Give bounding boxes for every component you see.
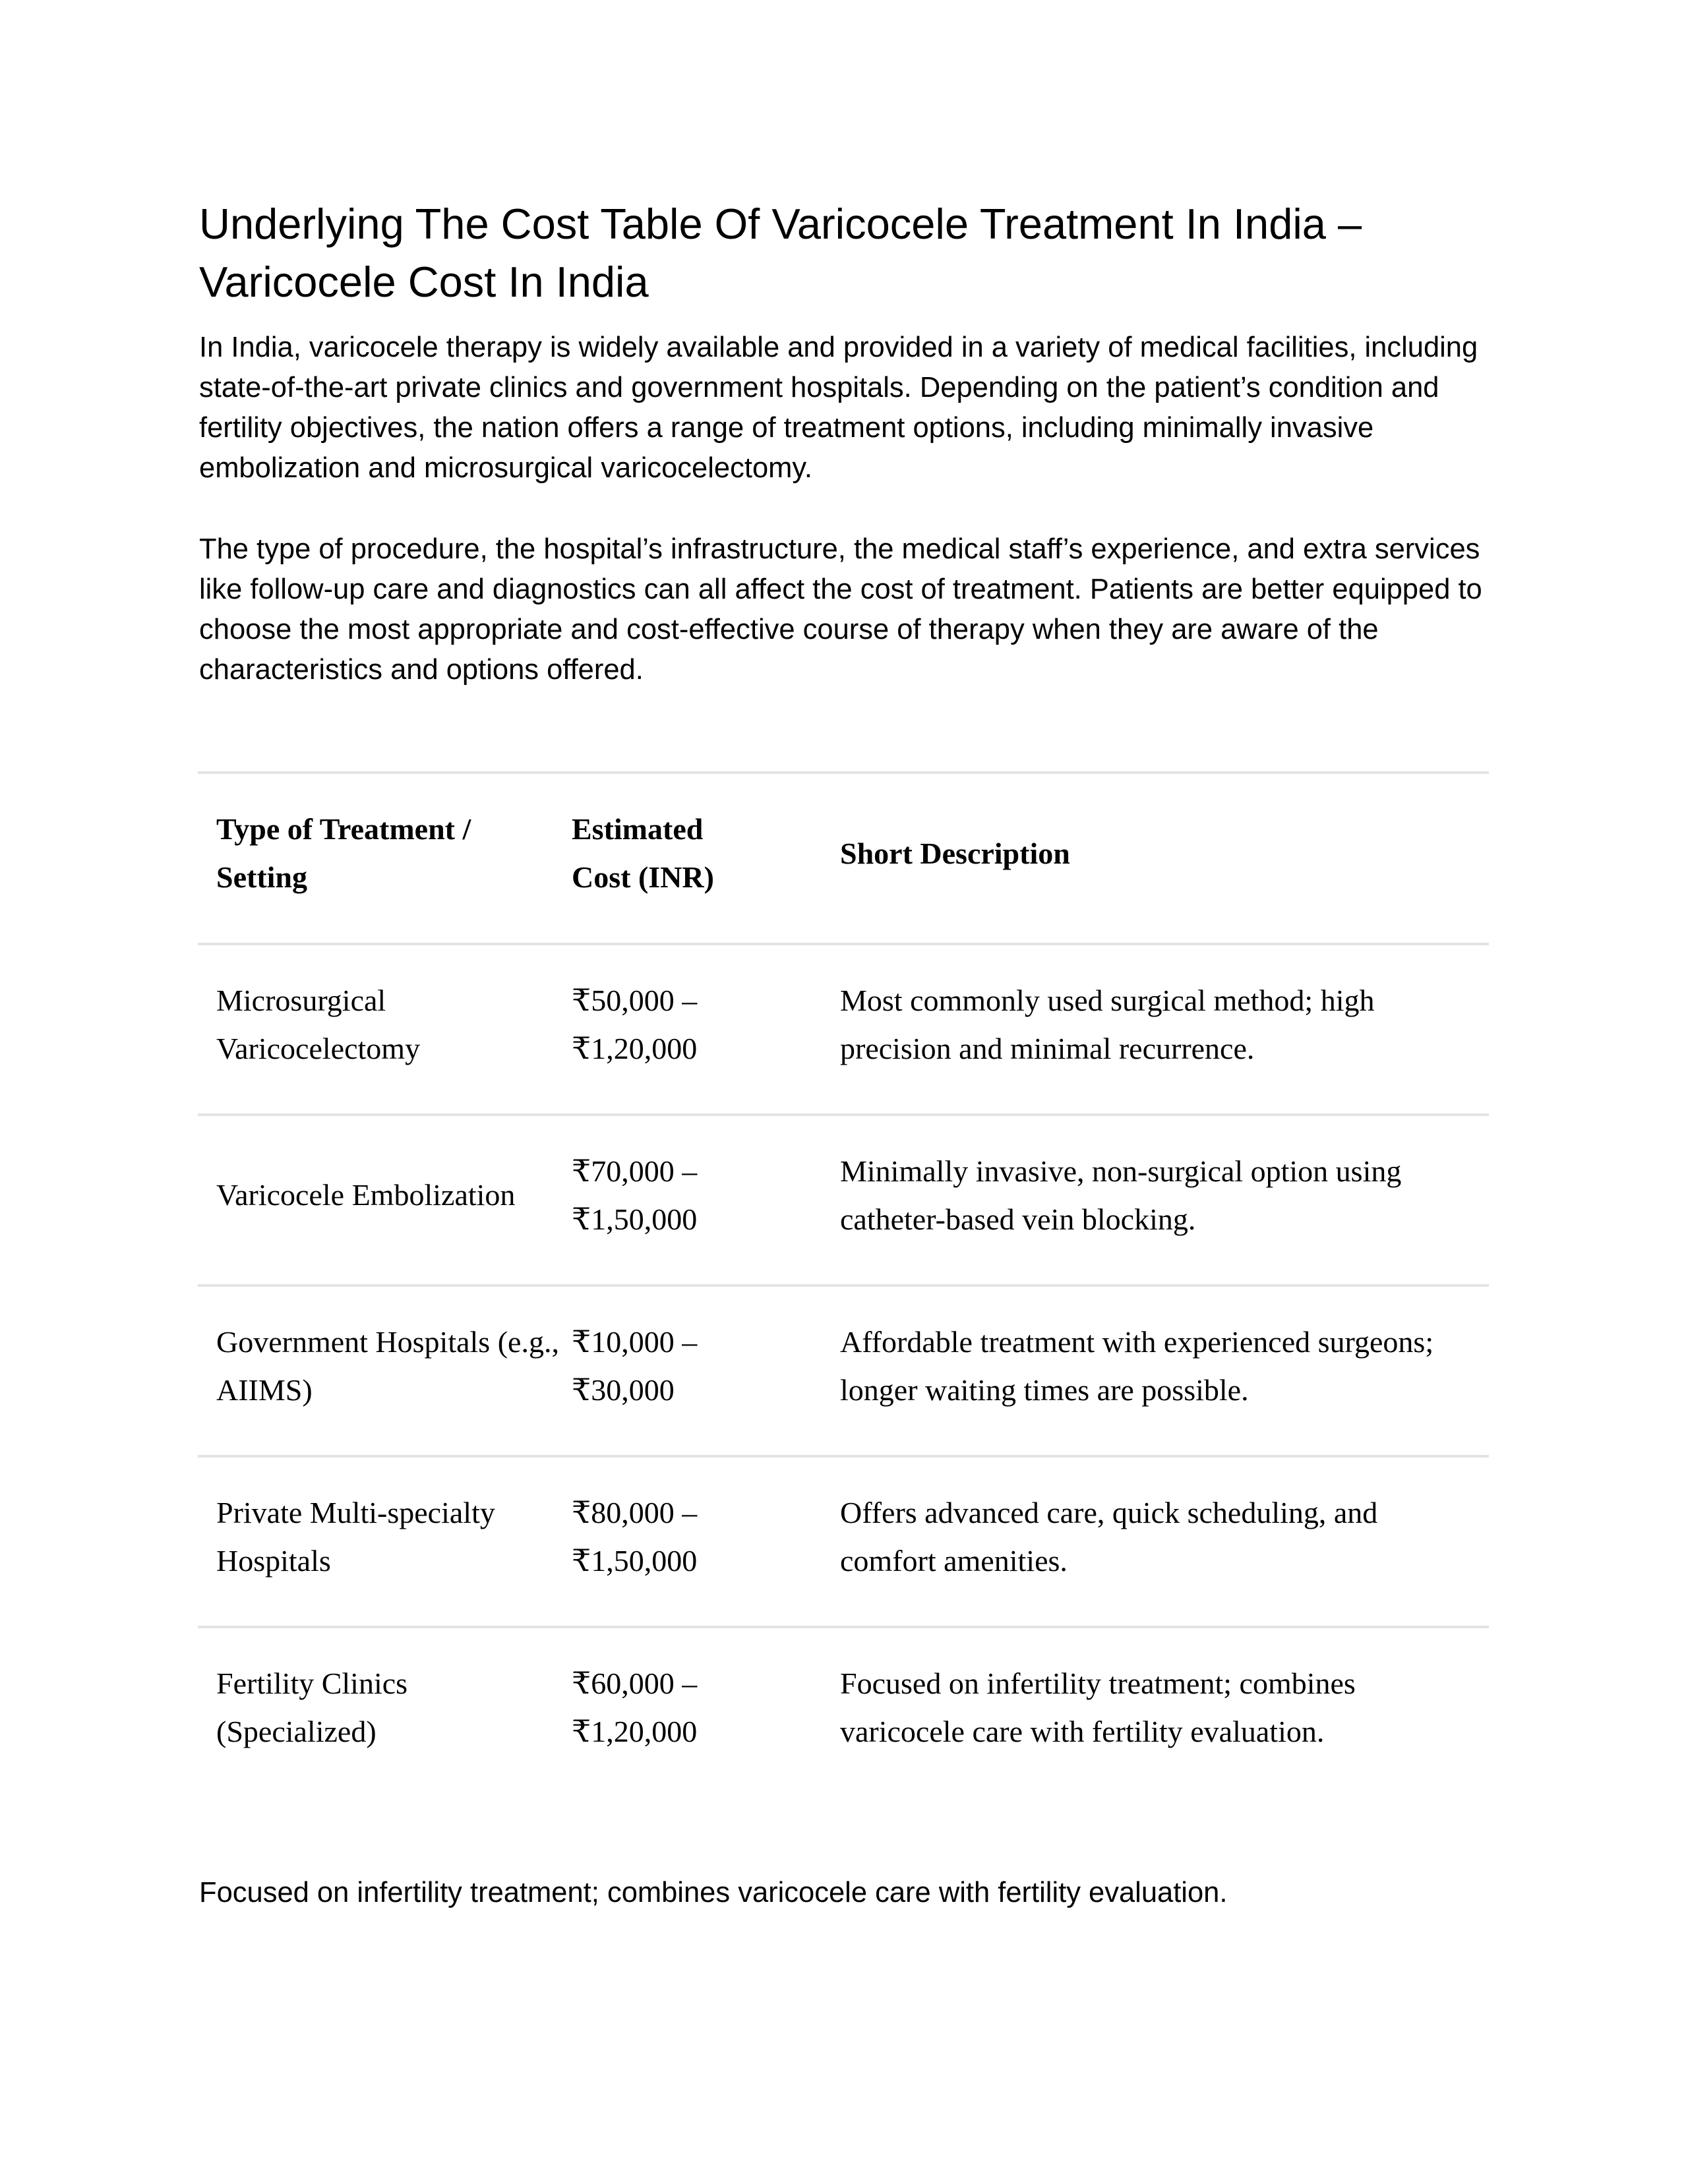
header-description-label: Short Description (840, 836, 1070, 870)
cell-type (198, 944, 572, 1115)
treatment-description: Offers advanced care, quick scheduling, and comfort amenities. (840, 1495, 1378, 1578)
cost-min: ₹70,000 – (572, 1154, 698, 1188)
header-cost (572, 773, 840, 944)
treatment-description: Minimally invasive, non-surgical option using catheter-based vein blocking. (840, 1154, 1402, 1236)
header-type (198, 773, 572, 944)
cell-type (198, 1456, 572, 1627)
header-description (840, 773, 1489, 944)
table-row (198, 1115, 1489, 1285)
header-type-label: Type of Treatment / Setting (216, 812, 471, 894)
intro-paragraph: In India, varicocele therapy is widely available and provided in a variety of medical facilities, including state-of-the-art private clinics and government hospitals. Depending on the patient’s condition and fertility objectives, the nation offers a range of treatment options, including minimally invasive embolization and microsurgical varicocelectomy. (199, 332, 1478, 484)
table-row (198, 1285, 1489, 1456)
page-title: Underlying The Cost Table Of Varicocele Treatment In India – Varicocele Cost In India (199, 200, 1362, 306)
treatment-type: Government Hospitals (e.g., AIIMS) (216, 1324, 559, 1407)
treatment-type: Fertility Clinics (Specialized) (216, 1666, 408, 1748)
cost-max: ₹1,20,000 (572, 1031, 698, 1065)
cell-type (198, 1115, 572, 1285)
cell-cost (572, 1456, 840, 1627)
cost-max: ₹1,50,000 (572, 1543, 698, 1578)
cost-range (572, 1659, 769, 1756)
cell-cost (572, 944, 840, 1115)
treatment-description: Affordable treatment with experienced surgeons; longer waiting times are possible. (840, 1324, 1434, 1407)
cost-range (572, 1489, 769, 1585)
table-header-row (198, 773, 1489, 944)
cost-min: ₹60,000 – (572, 1666, 698, 1700)
table-row (198, 1456, 1489, 1627)
cost-max: ₹30,000 (572, 1372, 675, 1407)
cell-cost (572, 1115, 840, 1285)
table-row (198, 1627, 1489, 1796)
cost-range (572, 1318, 769, 1414)
cell-type (198, 1285, 572, 1456)
cell-description (840, 944, 1489, 1115)
cell-type (198, 1627, 572, 1796)
cell-description (840, 1285, 1489, 1456)
treatment-description: Focused on infertility treatment; combines varicocele care with fertility evaluation. (840, 1666, 1356, 1748)
cost-max: ₹1,20,000 (572, 1714, 698, 1748)
cost-min: ₹10,000 – (572, 1324, 698, 1359)
treatment-description: Most commonly used surgical method; high precision and minimal recurrence. (840, 983, 1375, 1065)
cost-range (572, 1147, 769, 1243)
cell-cost (572, 1627, 840, 1796)
cost-factors-paragraph: The type of procedure, the hospital’s infrastructure, the medical staff’s experience, and extra services like follow-up care and diagnostics can all affect the cost of treatment. Patients are better equipped to choose the most appropriate and cost-effective course of therapy when they are aware of the characteristics and options offered. (199, 533, 1482, 686)
treatment-type: Varicocele Embolization (216, 1178, 516, 1212)
cell-description (840, 1627, 1489, 1796)
treatment-type: Microsurgical Varicocelectomy (216, 983, 421, 1065)
cell-cost (572, 1285, 840, 1456)
header-cost-label: Estimated Cost (INR) (572, 812, 714, 894)
cost-min: ₹50,000 – (572, 983, 698, 1017)
cell-description (840, 1115, 1489, 1285)
cost-max: ₹1,50,000 (572, 1202, 698, 1236)
treatment-type: Private Multi-specialty Hospitals (216, 1495, 495, 1578)
table-row (198, 944, 1489, 1115)
cost-min: ₹80,000 – (572, 1495, 698, 1529)
cell-description (840, 1456, 1489, 1627)
cost-table (198, 771, 1489, 1796)
cost-range (572, 976, 769, 1073)
footer-paragraph: Focused on infertility treatment; combines varicocele care with fertility evaluation. (199, 1877, 1228, 1908)
